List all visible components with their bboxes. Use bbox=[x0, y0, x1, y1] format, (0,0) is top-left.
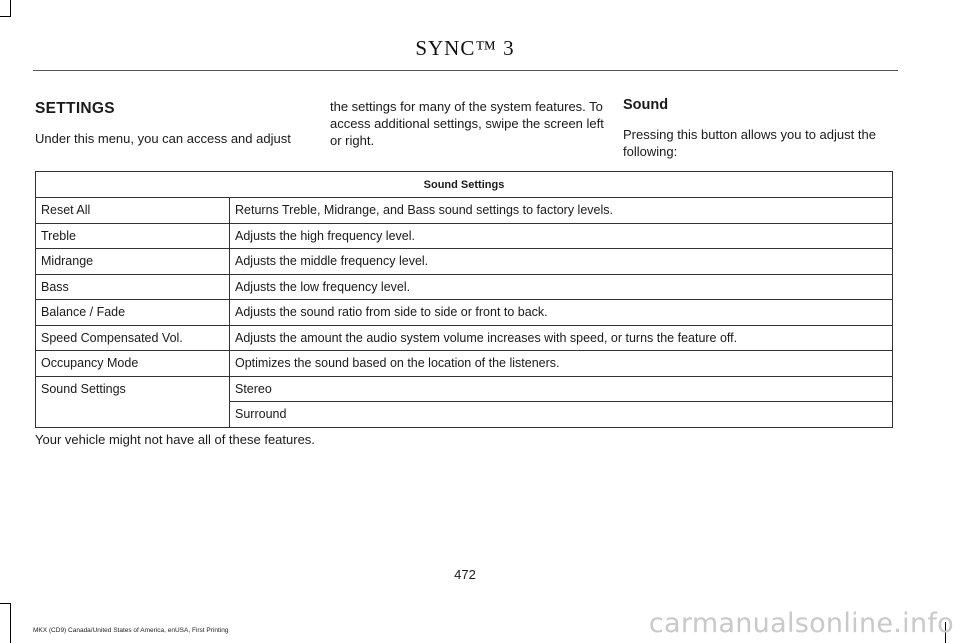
sound-intro-text: Pressing this button allows you to adjust the following: bbox=[623, 127, 876, 159]
row-description: Adjusts the amount the audio system volume increases with speed, or turns the feature off. bbox=[230, 325, 893, 351]
row-option: Surround bbox=[230, 402, 893, 428]
table-row bbox=[36, 274, 893, 300]
crop-mark-top-left-vertical bbox=[10, 0, 11, 16]
row-label: Speed Compensated Vol. bbox=[36, 325, 230, 351]
row-label: Reset All bbox=[36, 198, 230, 224]
section-heading-settings: SETTINGS bbox=[35, 100, 115, 117]
row-description: Adjusts the high frequency level. bbox=[230, 223, 893, 249]
column-middle bbox=[330, 98, 605, 149]
row-label: Treble bbox=[36, 223, 230, 249]
crop-mark-top-left-horizontal bbox=[0, 16, 11, 17]
page-number: 472 bbox=[454, 567, 476, 582]
page-header-title: SYNC™ 3 bbox=[415, 36, 515, 60]
table-row bbox=[36, 198, 893, 224]
header-divider bbox=[33, 70, 898, 71]
watermark: carmanualsonline.info bbox=[648, 608, 954, 639]
table-row bbox=[36, 351, 893, 377]
crop-mark-bottom-left-vertical bbox=[10, 603, 11, 643]
row-label: Bass bbox=[36, 274, 230, 300]
table-header-row bbox=[36, 172, 893, 198]
sound-settings-table bbox=[35, 171, 893, 428]
features-note: Your vehicle might not have all of these features. bbox=[35, 432, 315, 447]
settings-intro-text: Under this menu, you can access and adjust bbox=[35, 131, 291, 146]
table-row bbox=[36, 249, 893, 275]
settings-continued-text: the settings for many of the system features. To access additional settings, swipe the screen left or right. bbox=[330, 99, 604, 148]
table-row bbox=[36, 376, 893, 402]
table-title: Sound Settings bbox=[36, 172, 893, 198]
footer-print-info: MKX (CD9) Canada/United States of America, enUSA, First Printing bbox=[33, 627, 229, 634]
crop-mark-bottom-left-horizontal bbox=[0, 603, 11, 604]
row-label: Occupancy Mode bbox=[36, 351, 230, 377]
row-description: Adjusts the sound ratio from side to side or front to back. bbox=[230, 300, 893, 326]
row-description: Optimizes the sound based on the location of the listeners. bbox=[230, 351, 893, 377]
table-row bbox=[36, 223, 893, 249]
row-label: Midrange bbox=[36, 249, 230, 275]
row-description: Adjusts the low frequency level. bbox=[230, 274, 893, 300]
column-right bbox=[623, 96, 898, 160]
row-label: Balance / Fade bbox=[36, 300, 230, 326]
row-description: Returns Treble, Midrange, and Bass sound settings to factory levels. bbox=[230, 198, 893, 224]
table-row bbox=[36, 325, 893, 351]
row-label: Sound Settings bbox=[36, 376, 230, 427]
section-heading-sound: Sound bbox=[623, 97, 669, 113]
column-left bbox=[35, 96, 310, 147]
row-description: Adjusts the middle frequency level. bbox=[230, 249, 893, 275]
row-option: Stereo bbox=[230, 376, 893, 402]
table-row bbox=[36, 300, 893, 326]
